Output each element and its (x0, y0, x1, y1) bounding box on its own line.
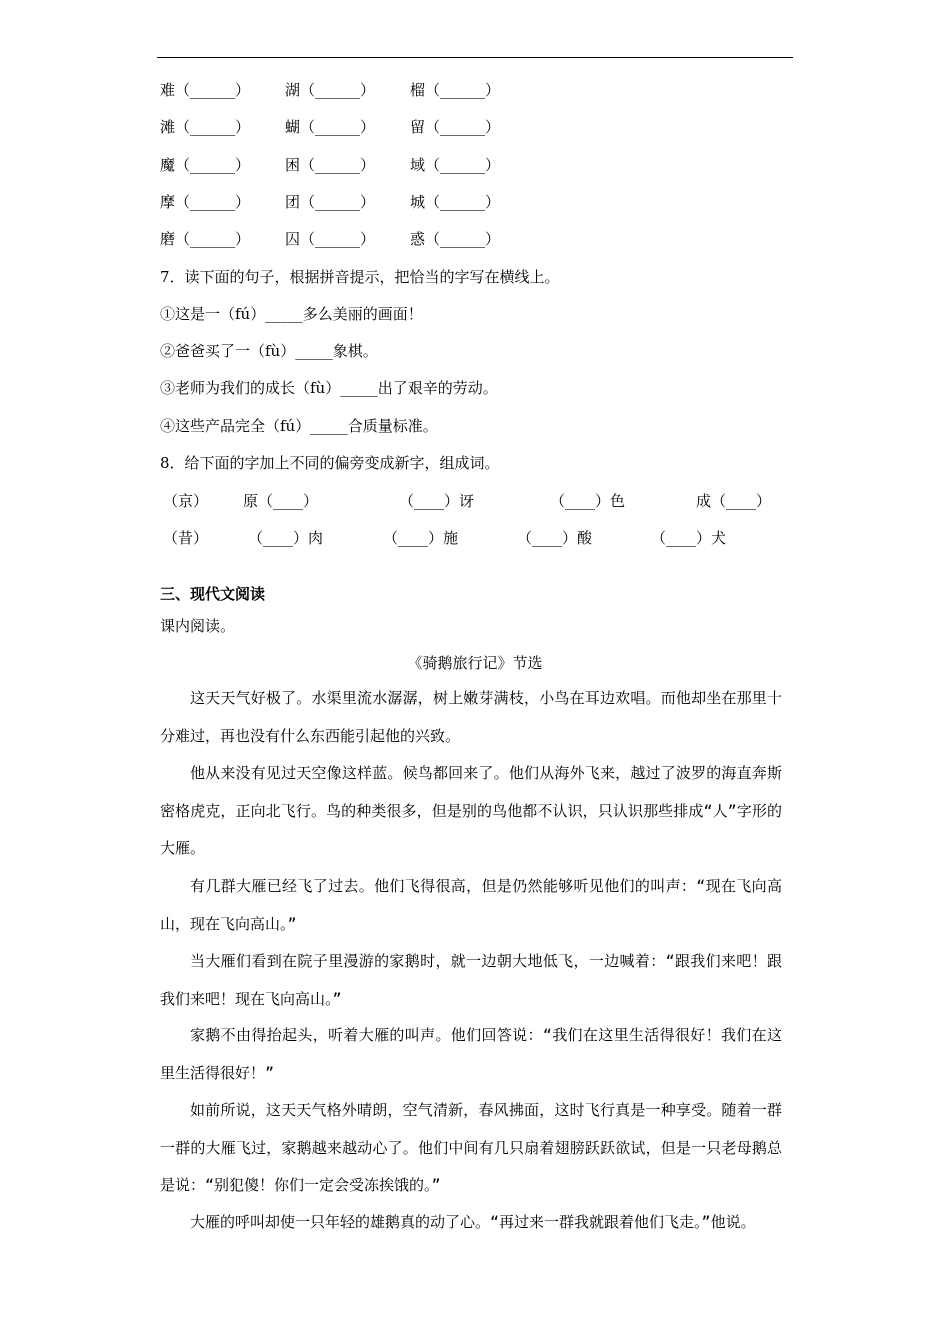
question-7-item: ②爸爸买了一（fù）_____象棋。 (160, 342, 378, 360)
question-7-item: ①这是一（fú）_____多么美丽的画面！ (160, 305, 423, 323)
radical-cell: （____）施 (383, 529, 459, 547)
table-cell: 城（______） (410, 193, 501, 211)
radical-cell: （京） (163, 492, 209, 510)
table-cell: 困（______） (285, 156, 376, 174)
radical-cell: 原（____） (243, 492, 319, 510)
table-cell: 滩（______） (160, 118, 251, 136)
radical-cell: （____）肉 (248, 529, 324, 547)
table-cell: 留（______） (410, 118, 501, 136)
passage-title: 《骑鹅旅行记》节选 (407, 654, 543, 672)
table-cell: 摩（______） (160, 193, 251, 211)
passage-paragraph: 这天天气好极了。水渠里流水潺潺，树上嫩芽满枝，小鸟在耳边欢唱。而他却坐在那里十分难过，再也没有什么东西能引起他的兴致。 (160, 689, 782, 745)
table-cell: 榴（______） (410, 81, 501, 99)
section-title: 三、现代文阅读 (160, 585, 266, 603)
table-cell: 域（______） (410, 156, 501, 174)
question-7-title: 7．读下面的句子，根据拼音提示，把恰当的字写在横线上。 (160, 268, 560, 286)
passage-paragraph: 当大雁们看到在院子里漫游的家鹅时，就一边朝大地低飞，一边喊着：“跟我们来吧！跟我们来吧！现在飞向高山。” (160, 952, 782, 1008)
question-7-item: ③老师为我们的成长（fù）_____出了艰辛的劳动。 (160, 379, 498, 397)
table-cell: 囚（______） (285, 230, 376, 248)
question-8-title: 8．给下面的字加上不同的偏旁变成新字，组成词。 (160, 454, 500, 472)
passage-paragraph: 如前所说，这天天气格外晴朗，空气清新，春风拂面，这时飞行真是一种享受。随着一群一群的大雁飞过，家鹅越来越动心了。他们中间有几只扇着翅膀跃跃欲试，但是一只老母鹅总是说：“别犯傻！你们一定会受冻挨饿的。” (160, 1101, 782, 1194)
passage-paragraph: 大雁的呼叫却使一只年轻的雄鹅真的动了心。“再过来一群我就跟着他们飞走。”他说。 (190, 1213, 756, 1231)
table-cell: 难（______） (160, 81, 251, 99)
header-rule (157, 57, 793, 58)
table-cell: 魔（______） (160, 156, 251, 174)
table-cell: 磨（______） (160, 230, 251, 248)
table-cell: 惑（______） (410, 230, 501, 248)
passage-paragraph: 有几群大雁已经飞了过去。他们飞得很高，但是仍然能够听见他们的叫声：“现在飞向高山，现在飞向高山。” (160, 877, 782, 933)
passage-paragraph: 他从来没有见过天空像这样蓝。候鸟都回来了。他们从海外飞来，越过了波罗的海直奔斯密格虎克，正向北飞行。鸟的种类很多，但是别的鸟他都不认识，只认识那些排成“人”字形的大雁。 (160, 764, 782, 857)
passage-paragraph: 家鹅不由得抬起头，听着大雁的叫声。他们回答说：“我们在这里生活得很好！我们在这里生活得很好！” (160, 1026, 782, 1082)
radical-cell: 成（____） (696, 492, 772, 510)
section-subtitle: 课内阅读。 (160, 617, 236, 635)
radical-cell: （____）犬 (651, 529, 727, 547)
table-cell: 湖（______） (285, 81, 376, 99)
radical-cell: （____）酸 (517, 529, 593, 547)
radical-cell: （昔） (163, 529, 209, 547)
table-cell: 团（______） (285, 193, 376, 211)
radical-cell: （____）色 (550, 492, 626, 510)
table-cell: 蝴（______） (285, 118, 376, 136)
radical-cell: （____）讶 (399, 492, 475, 510)
question-7-item: ④这些产品完全（fú）_____合质量标准。 (160, 417, 438, 435)
